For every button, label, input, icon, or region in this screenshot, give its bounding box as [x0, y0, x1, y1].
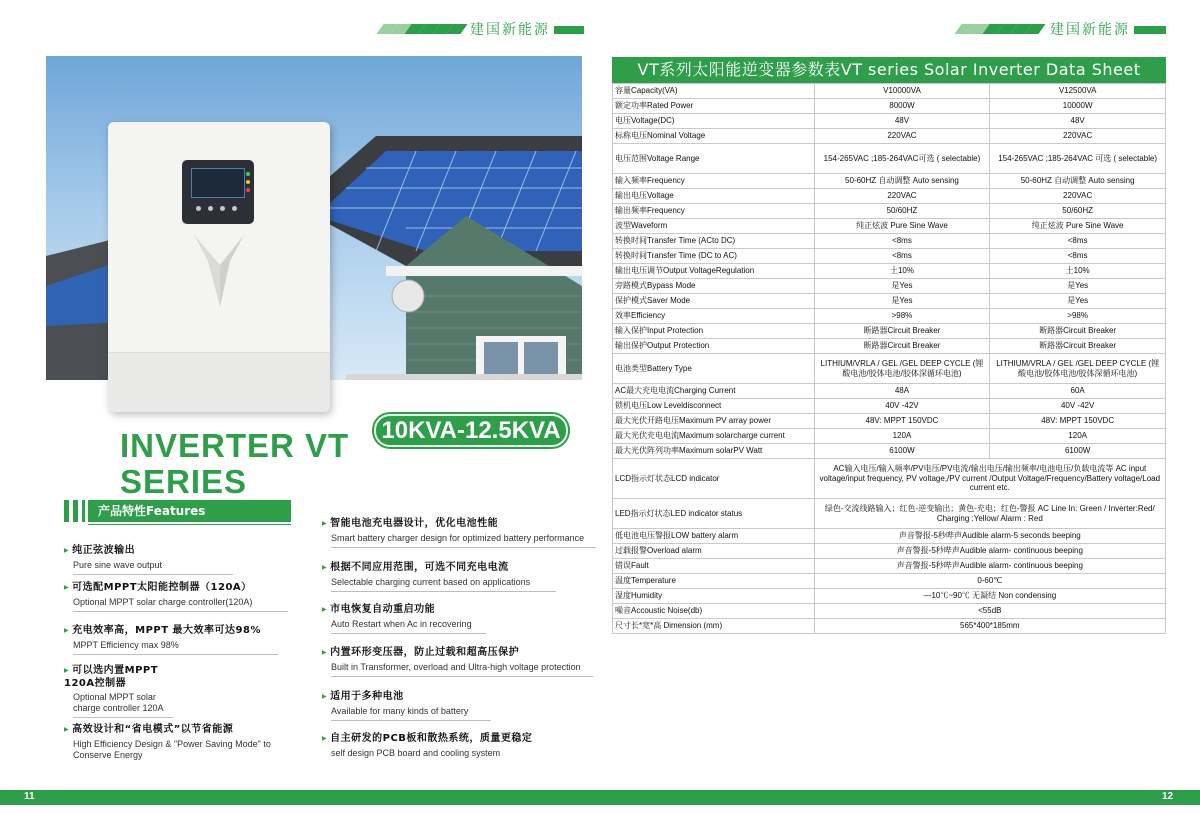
- spec-label: 转换时间Transfer Time (DC to AC): [613, 249, 815, 264]
- spec-row: [613, 429, 1166, 444]
- spec-label: 低电池电压警报LOW battery alarm: [613, 529, 815, 544]
- spec-value: 是Yes: [990, 279, 1166, 294]
- header-stripes-right: [958, 24, 1058, 36]
- spec-label: 输出电压Voltage: [613, 189, 815, 204]
- page-number-right: 12: [1162, 791, 1174, 802]
- spec-value: 220VAC: [814, 129, 990, 144]
- spec-value: 48V: [814, 114, 990, 129]
- spec-value: 220VAC: [990, 129, 1166, 144]
- spec-value: V10000VA: [814, 84, 990, 99]
- spec-value: 0-60℃: [814, 574, 1165, 589]
- spec-label: 过载报警Overload alarm: [613, 544, 815, 559]
- feature-item: ▶ 充电效率高，MPPT 最大效率可达98% MPPT Efficiency max 98%: [64, 625, 294, 655]
- spec-value: 断路器Circuit Breaker: [814, 324, 990, 339]
- spec-label: 输入频率Frequency: [613, 174, 815, 189]
- page-number-left: 11: [24, 791, 35, 802]
- spec-row: [613, 249, 1166, 264]
- spec-label: 噪音Accoustic Noise(db): [613, 604, 815, 619]
- feature-item: ▶ 根据不同应用范围，可选不同充电电流 Selectable charging current based on applications: [322, 562, 582, 592]
- spec-value: 断路器Circuit Breaker: [990, 339, 1166, 354]
- spec-value: 土10%: [814, 264, 990, 279]
- spec-label: 错误Fault: [613, 559, 815, 574]
- spec-value: 纯正炫波 Pure Sine Wave: [814, 219, 990, 234]
- spec-row: [613, 384, 1166, 399]
- spec-label: 电池类型Battery Type: [613, 354, 815, 384]
- features-heading-label: 产品特性Features: [88, 500, 291, 522]
- spec-label: 容量Capacity(VA): [613, 84, 815, 99]
- spec-value: 154-265VAC ;185-264VAC 可选 ( selectable): [990, 144, 1166, 174]
- spec-value: >98%: [990, 309, 1166, 324]
- spec-value: LITHIUM/VRLA / GEL /GEL DEEP CYCLE (锂酸电池/胶体电池/胶体深循环电池): [814, 354, 990, 384]
- spec-label: 最大光伏开路电压Maximum PV array power: [613, 414, 815, 429]
- spec-value: <8ms: [990, 249, 1166, 264]
- feature-item: ▶ 内置环形变压器，防止过载和超高压保护 Built in Transformer, overload and Ultra-high voltage protection: [322, 647, 600, 677]
- spec-value: 48V: MPPT 150VDC: [814, 414, 990, 429]
- spec-value: 48V: [990, 114, 1166, 129]
- feature-item: ▶ 高效设计和“省电模式”以节省能源 High Efficiency Design & "Power Saving Mode" to Conserve Energy: [64, 724, 294, 761]
- spec-value: <8ms: [814, 234, 990, 249]
- inverter-lcd-panel: [182, 160, 254, 224]
- spec-value: 声音警报-5秒哔声Audible alarm- continuous beeping: [814, 544, 1165, 559]
- spec-label: 最大光伏充电电流Maximum solarcharge current: [613, 429, 815, 444]
- spec-label: 旁路模式Bypass Mode: [613, 279, 815, 294]
- spec-label: 输出保护Output Protection: [613, 339, 815, 354]
- spec-row: [613, 264, 1166, 279]
- spec-row: [613, 219, 1166, 234]
- feature-item: ▶ 智能电池充电器设计，优化电池性能 Smart battery charger design for optimized battery performance: [322, 518, 600, 548]
- spec-label: 输出电压调节Output VoltageRegulation: [613, 264, 815, 279]
- spec-value: 120A: [814, 429, 990, 444]
- spec-value: 是Yes: [814, 279, 990, 294]
- spec-row: [613, 559, 1166, 574]
- spec-table: [612, 83, 1166, 634]
- spec-row: [613, 144, 1166, 174]
- spec-value: 60A: [990, 384, 1166, 399]
- spec-value: <8ms: [990, 234, 1166, 249]
- spec-value: 40V -42V: [814, 399, 990, 414]
- spec-row: [613, 529, 1166, 544]
- spec-value: 断路器Circuit Breaker: [990, 324, 1166, 339]
- spec-row: [613, 204, 1166, 219]
- spec-row: [613, 114, 1166, 129]
- spec-label: 电压Voltage(DC): [613, 114, 815, 129]
- spec-value: 土10%: [990, 264, 1166, 279]
- spec-value: AC输入电压/输入频率/PV电压/PV电流/输出电压/输出频率/电池电压/负载电流等 AC input voltage/input frequency, PV voltage,/PV current /Output Voltage/Frequency/Battery voltage/Load current etc.: [814, 459, 1165, 499]
- spec-value: 50/60HZ: [990, 204, 1166, 219]
- feature-item: ▶ 可以选内置MPPT 120A控制器 Optional MPPT solar charge controller 120A: [64, 665, 176, 718]
- spec-value: <55dB: [814, 604, 1165, 619]
- spec-row: [613, 574, 1166, 589]
- spec-value: 是Yes: [814, 294, 990, 309]
- feature-item: ▶ 纯正弦波输出 Pure sine wave output: [64, 545, 294, 575]
- spec-value: 50-60HZ 自动调整 Auto sensing: [990, 174, 1166, 189]
- spec-value: 220VAC: [990, 189, 1166, 204]
- spec-row: [613, 604, 1166, 619]
- spec-value: 50-60HZ 自动调整 Auto sensing: [814, 174, 990, 189]
- spec-value: 50/60HZ: [814, 204, 990, 219]
- spec-label: 输出频率Frequency: [613, 204, 815, 219]
- spec-row: [613, 354, 1166, 384]
- product-title-line1: INVERTER VT: [120, 427, 350, 464]
- spec-row: [613, 234, 1166, 249]
- header-stripes-left: [380, 24, 480, 36]
- spec-value: 10000W: [990, 99, 1166, 114]
- spec-row: [613, 459, 1166, 499]
- spec-value: <8ms: [814, 249, 990, 264]
- spec-label: 保护模式Saver Mode: [613, 294, 815, 309]
- spec-label: 湿度Humidity: [613, 589, 815, 604]
- right-page: [600, 0, 1200, 814]
- feature-item: ▶ 市电恢复自动重启功能 Auto Restart when Ac in recovering: [322, 604, 582, 634]
- spec-value: LITHIUM/VRLA / GEL /GEL DEEP CYCLE (锂酸电池/胶体电池/胶体深循环电池): [990, 354, 1166, 384]
- spec-label: 标称电压Nominal Voltage: [613, 129, 815, 144]
- spec-row: [613, 309, 1166, 324]
- spec-label: 锁机电压Low Leveldisconnect: [613, 399, 815, 414]
- spec-row: [613, 84, 1166, 99]
- spec-label: 输入保护Input Protection: [613, 324, 815, 339]
- spec-value: —10℃~90℃ 无凝结 Non condensing: [814, 589, 1165, 604]
- spec-row: [613, 324, 1166, 339]
- spec-label: LED指示灯状态LED indicator status: [613, 499, 815, 529]
- feature-item: ▶ 适用于多种电池 Available for many kinds of battery: [322, 691, 582, 721]
- spec-label: 温度Temperature: [613, 574, 815, 589]
- footer-bar-right: [600, 790, 1200, 805]
- spec-value: >98%: [814, 309, 990, 324]
- spec-value: 纯正炫波 Pure Sine Wave: [990, 219, 1166, 234]
- brand-bar: [1134, 26, 1166, 34]
- spec-label: 额定功率Rated Power: [613, 99, 815, 114]
- product-title: [120, 428, 349, 500]
- spec-label: 最大光伏阵列功率Maximum solarPV Watt: [613, 444, 815, 459]
- spec-row: [613, 414, 1166, 429]
- inverter-product-image: [108, 122, 330, 412]
- brand-bar: [554, 26, 584, 34]
- spec-row: [613, 174, 1166, 189]
- brand-name: 建国新能源: [470, 22, 550, 38]
- spec-value: 48A: [814, 384, 990, 399]
- data-sheet-title: VT系列太阳能逆变器参数表VT series Solar Inverter Data Sheet: [612, 57, 1166, 83]
- spec-value: 154-265VAC ;185-264VAC可选 ( selectable): [814, 144, 990, 174]
- spec-value: 断路器Circuit Breaker: [814, 339, 990, 354]
- spec-row: [613, 99, 1166, 114]
- spec-row: [613, 444, 1166, 459]
- brand-name: 建国新能源: [1050, 22, 1130, 38]
- spec-row: [613, 189, 1166, 204]
- spec-label: 转换时间Transfer Time (ACto DC): [613, 234, 815, 249]
- spec-row: [613, 339, 1166, 354]
- spec-label: LCD指示灯状态LCD indicator: [613, 459, 815, 499]
- spec-row: [613, 499, 1166, 529]
- feature-item: ▶ 可选配MPPT太阳能控制器（120A） Optional MPPT solar charge controller(120A): [64, 582, 294, 612]
- spec-value: 绿色-交流线路输入；红色-逆变输出；黄色-充电；红色-警报 AC Line In: Green / Inverter:Red/ Charging :Yellow/ Alarm : Red: [814, 499, 1165, 529]
- spec-value: 6100W: [990, 444, 1166, 459]
- spec-value: 48V: MPPT 150VDC: [990, 414, 1166, 429]
- spec-value: 120A: [990, 429, 1166, 444]
- spec-row: [613, 294, 1166, 309]
- lcd-screen: [191, 168, 245, 198]
- product-title-line2: SERIES: [120, 463, 248, 500]
- spec-value: 40V -42V: [990, 399, 1166, 414]
- spec-value: 8000W: [814, 99, 990, 114]
- spec-label: 电压范围Voltage Range: [613, 144, 815, 174]
- spec-label: 波型Waveform: [613, 219, 815, 234]
- model-range-badge: 10KVA-12.5KVA: [374, 414, 568, 447]
- spec-value: V12500VA: [990, 84, 1166, 99]
- spec-row: [613, 619, 1166, 634]
- spec-value: 565*400*185mm: [814, 619, 1165, 634]
- spec-value: 是Yes: [990, 294, 1166, 309]
- inverter-logo-mark: [108, 227, 330, 347]
- spec-row: [613, 544, 1166, 559]
- spec-value: 220VAC: [814, 189, 990, 204]
- spec-value: 声音警报-5秒哔声Audible alarm- continuous beeping: [814, 559, 1165, 574]
- spec-label: AC最大充电电流Charging Current: [613, 384, 815, 399]
- spec-row: [613, 279, 1166, 294]
- spec-row: [613, 399, 1166, 414]
- spec-label: 尺寸长*宽*高 Dimension (mm): [613, 619, 815, 634]
- spec-label: 效率Efficiency: [613, 309, 815, 324]
- footer-bar-left: [0, 790, 600, 805]
- spec-value: 声音警报-5秒哔声Audible alarm-5 seconds beeping: [814, 529, 1165, 544]
- spec-row: [613, 589, 1166, 604]
- spec-value: 6100W: [814, 444, 990, 459]
- spec-row: [613, 129, 1166, 144]
- feature-item: ▶ 自主研发的PCB板和散热系统，质量更稳定 self design PCB board and cooling system: [322, 733, 582, 759]
